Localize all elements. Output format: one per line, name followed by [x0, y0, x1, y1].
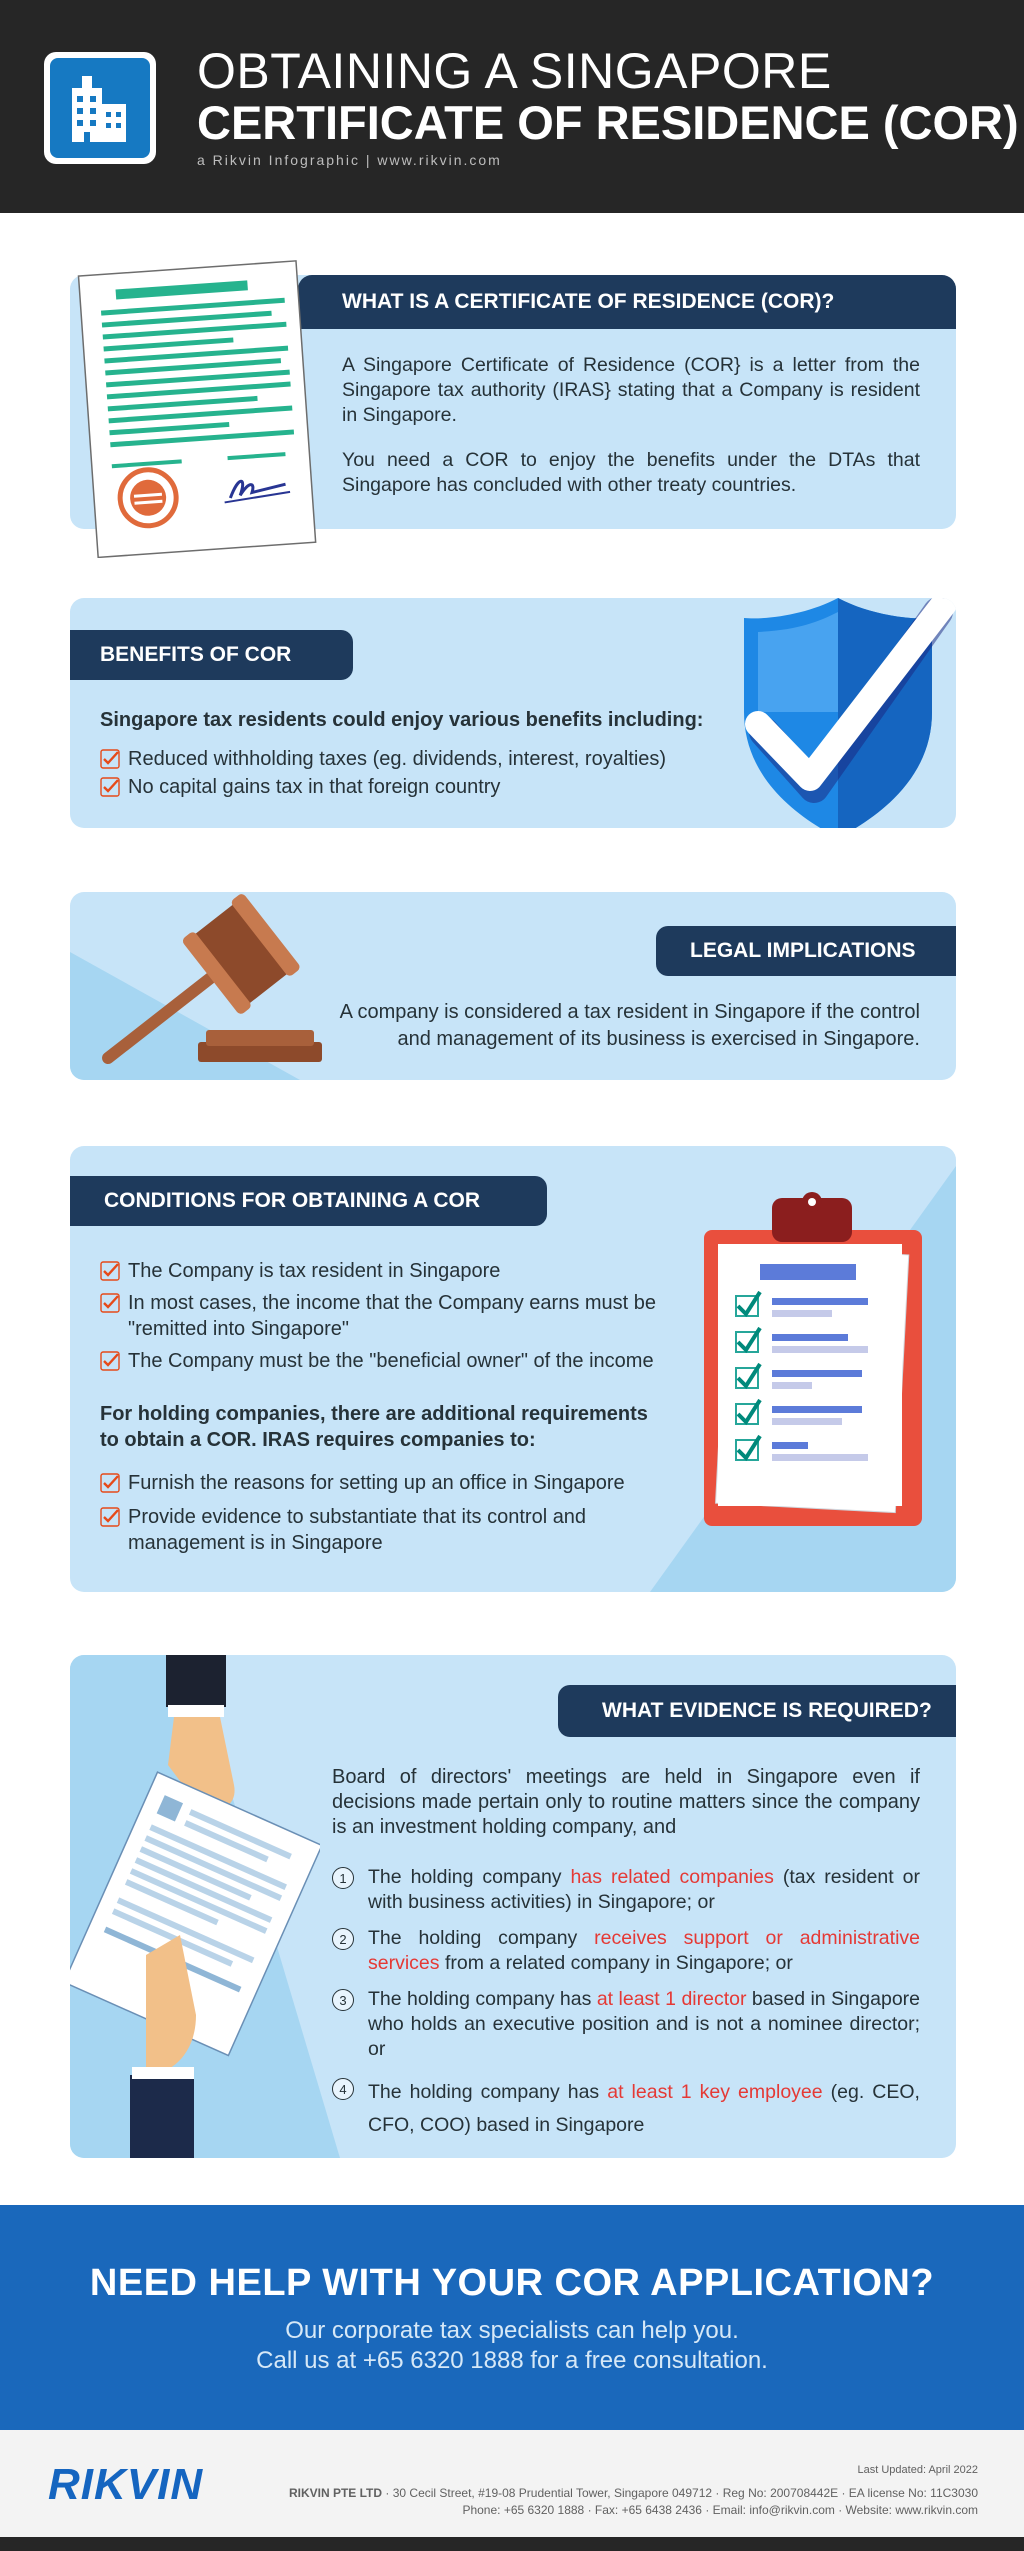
- what-is-cor-heading: WHAT IS A CERTIFICATE OF RESIDENCE (COR)?: [298, 275, 956, 329]
- benefits-panel: [70, 598, 956, 828]
- checkmark-icon: [100, 777, 120, 797]
- list-item: The Company must be the "beneficial owner" of the income: [100, 1348, 720, 1374]
- cta-line1: Our corporate tax specialists can help you.: [285, 2317, 739, 2344]
- header-logo: [44, 52, 156, 164]
- gavel-icon: [70, 892, 330, 1072]
- number-badge: 2: [332, 1928, 354, 1950]
- header-banner: [0, 0, 1024, 213]
- building-icon: [50, 58, 150, 158]
- list-item: 4 The holding company has at least 1 key employee (eg. CEO, CFO, COO) based in Singapore: [332, 2076, 920, 2142]
- footer-logo: RIKVIN: [48, 2460, 204, 2509]
- legal-heading: LEGAL IMPLICATIONS: [656, 926, 956, 976]
- footer-company: RIKVIN PTE LTD: [288, 2486, 383, 2500]
- list-item: The Company is tax resident in Singapore: [100, 1258, 720, 1284]
- cta-title: NEED HELP WITH YOUR COR APPLICATION?: [89, 2262, 935, 2304]
- certificate-document-icon: [74, 258, 324, 558]
- page-title-line1: OBTAINING A SINGAPORE: [197, 43, 832, 99]
- list-item: In most cases, the income that the Company earns must be "remitted into Singapore": [100, 1290, 720, 1342]
- number-badge: 4: [332, 2078, 354, 2100]
- evidence-intro: Board of directors' meetings are held in Singapore even if decisions made pertain only to routine matters since the company is an investment holding company, and: [332, 1766, 920, 1838]
- conditions-holding-intro: For holding companies, there are additional requirements to obtain a COR. IRAS requires companies to:: [100, 1403, 648, 1451]
- benefits-list: [100, 746, 720, 802]
- what-is-cor-para2: You need a COR to enjoy the benefits under the DTAs that Singapore has concluded with other treaty countries.: [342, 449, 920, 496]
- conditions-list: [100, 1258, 720, 1376]
- footer-contact: Phone: +65 6320 1888 · Fax: +65 6438 2436 · Email: info@rikvin.com · Website: www.rikvin.com: [462, 2503, 978, 2517]
- list-item: 3 The holding company has at least 1 director based in Singapore who holds an executive position and is not a nominee director; or: [332, 1987, 920, 2062]
- footer-address: RIKVIN PTE LTD · 30 Cecil Street, #19-08 Prudential Tower, Singapore 049712 · Reg No: 200708442E · EA license No: 11C3030: [288, 2486, 978, 2500]
- list-item: Reduced withholding taxes (eg. dividends, interest, royalties): [100, 746, 720, 772]
- evidence-heading: WHAT EVIDENCE IS REQUIRED?: [558, 1685, 956, 1737]
- legal-panel: [70, 892, 956, 1080]
- list-item: No capital gains tax in that foreign country: [100, 774, 720, 800]
- list-item: Provide evidence to substantiate that its control and management is in Singapore: [100, 1504, 660, 1556]
- cta-banner: [0, 2205, 1024, 2430]
- conditions-holding-list: [100, 1470, 660, 1558]
- footer: [0, 2430, 1024, 2551]
- checkmark-icon: [100, 1261, 120, 1281]
- checkmark-icon: [100, 749, 120, 769]
- benefits-heading: BENEFITS OF COR: [70, 630, 353, 680]
- page-title-line2: CERTIFICATE OF RESIDENCE (COR): [197, 96, 1019, 149]
- benefits-intro: Singapore tax residents could enjoy various benefits including:: [100, 709, 704, 731]
- evidence-panel: [70, 1655, 956, 2158]
- document-handover-icon: [70, 1655, 320, 2158]
- legal-text: A company is considered a tax resident in Singapore if the control and management of its business is exercised in Singapore.: [339, 1001, 920, 1050]
- what-is-cor-para1: A Singapore Certificate of Residence (COR} is a letter from the Singapore tax authority (IRAS} stating that a Company is resident in Singapore.: [342, 354, 920, 426]
- number-badge: 3: [332, 1989, 354, 2011]
- footer-updated: Last Updated: April 2022: [857, 2464, 978, 2476]
- list-item: 2 The holding company receives support or administrative services from a related company in Singapore; or: [332, 1926, 920, 1976]
- clipboard-checklist-icon: [696, 1192, 926, 1532]
- footer-bottom-bar: [0, 2537, 1024, 2551]
- header-subtitle: a Rikvin Infographic | www.rikvin.com: [197, 152, 502, 168]
- list-item: Furnish the reasons for setting up an office in Singapore: [100, 1470, 660, 1496]
- shield-check-icon: [718, 598, 956, 828]
- list-item: 1 The holding company has related companies (tax resident or with business activities) in Singapore; or: [332, 1865, 920, 1915]
- checkmark-icon: [100, 1351, 120, 1371]
- checkmark-icon: [100, 1507, 120, 1527]
- evidence-list: [332, 1865, 920, 2153]
- checkmark-icon: [100, 1293, 120, 1313]
- conditions-panel: [70, 1146, 956, 1592]
- number-badge: 1: [332, 1867, 354, 1889]
- conditions-heading: CONDITIONS FOR OBTAINING A COR: [70, 1176, 547, 1226]
- checkmark-icon: [100, 1473, 120, 1493]
- cta-line2: Call us at +65 6320 1888 for a free consultation.: [256, 2347, 768, 2374]
